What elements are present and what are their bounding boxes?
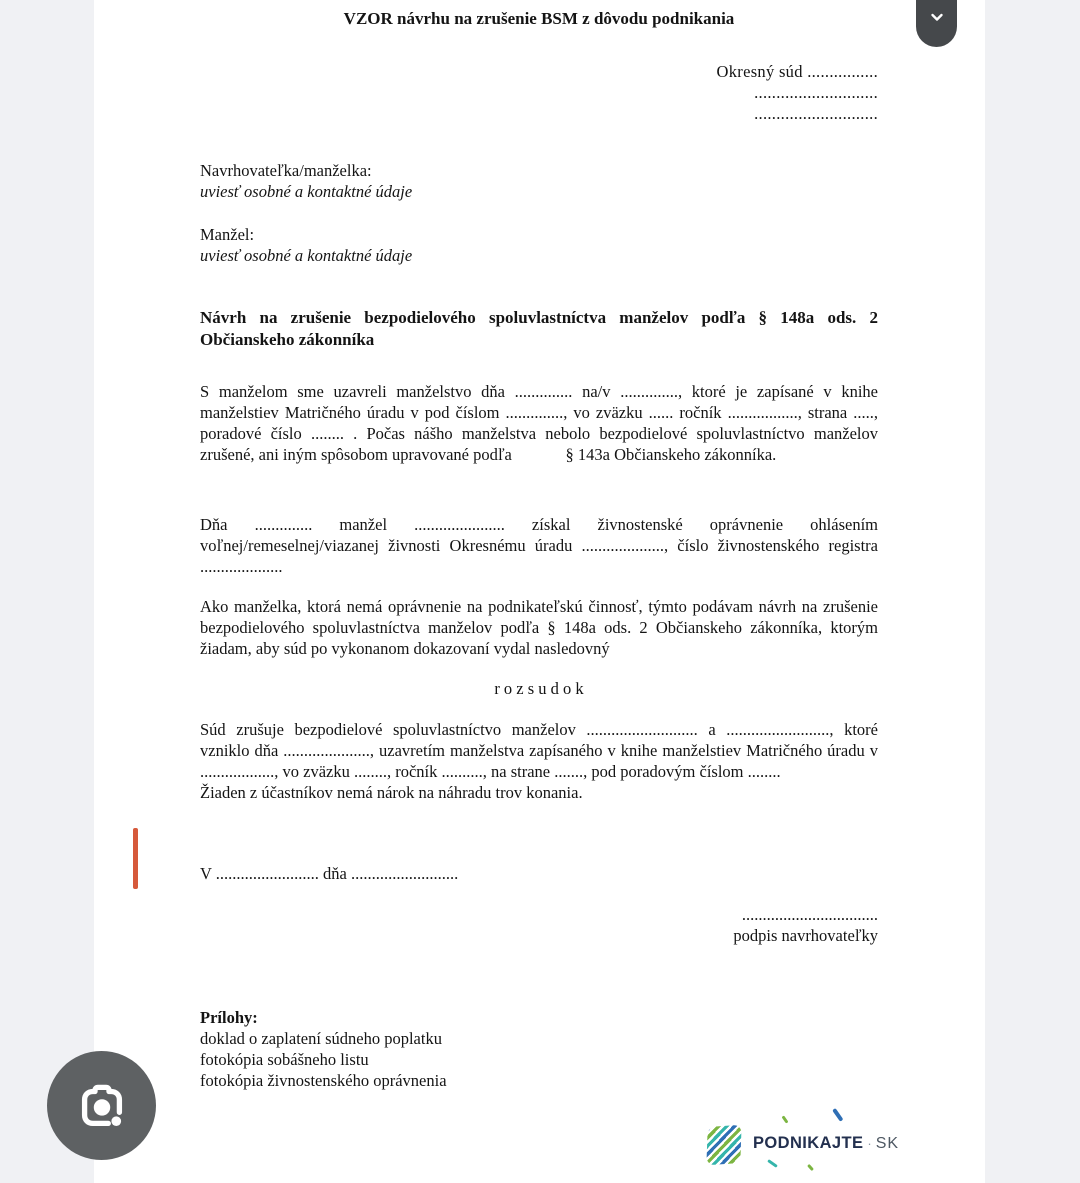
confetti-dash-icon (767, 1159, 778, 1168)
confetti-dash-icon (807, 1164, 814, 1171)
text-cursor (133, 828, 138, 889)
podnikajte-logo (703, 1112, 913, 1176)
podnikajte-striped-mark-icon (706, 1125, 741, 1166)
chevron-down-icon (927, 8, 947, 28)
confetti-dash-icon (781, 1115, 788, 1123)
document-title: VZOR návrhu na zrušenie BSM z dôvodu podnikania (343, 9, 735, 28)
paragraph-costs: Žiaden z účastníkov nemá nárok na náhradu trov konania. (200, 783, 583, 802)
attachment-item: doklad o zaplatení súdneho poplatku (200, 1029, 442, 1048)
signature-dotted-line: ................................. (741, 905, 878, 924)
google-lens-button[interactable] (47, 1051, 156, 1160)
signature-label: podpis navrhovateľky (733, 926, 878, 945)
petition-heading: Návrh na zrušenie bezpodielového spoluvlastníctva manželov podľa § 148a ods. 2 Občianskeho zákonníka (200, 308, 878, 349)
confetti-dash-icon (833, 1108, 844, 1121)
ruling-block (200, 719, 878, 803)
husband-party (200, 224, 878, 266)
place-date-line: V ......................... dňa .......................... (200, 864, 459, 883)
petitioner-label: Navrhovateľka/manželka: (200, 161, 372, 180)
husband-label: Manžel: (200, 225, 255, 244)
attachments-heading: Prílohy: (200, 1008, 258, 1027)
court-line: Okresný súd ................ (716, 62, 878, 81)
petitioner-note: uviesť osobné a kontaktné údaje (200, 182, 413, 201)
court-dotted-line: ............................ (754, 83, 878, 102)
logo-brand-text: PODNIKAJTE (753, 1134, 864, 1152)
attachment-item: fotokópia živnostenského oprávnenia (200, 1071, 447, 1090)
paragraph-trade-license: Dňa .............. manžel ...................... získal živnostenské oprávnenie ohlásením voľnej/remeselnej/viazanej živnosti Okresnému úradu ...................., číslo živnostenského registra .................... (200, 515, 878, 576)
court-dotted-line: ............................ (754, 104, 878, 123)
paragraph-petition-request: Ako manželka, ktorá nemá oprávnenie na podnikateľskú činnosť, týmto podávam návrh na zrušenie bezpodielového spoluvlastníctva manželov podľa § 148a ods. 2 Občianskeho zákonníka, ktorým žiadam, aby súd po vykonanom dokazovaní vydal nasledovný (200, 597, 878, 658)
verdict-word: r o z s u d o k (494, 679, 584, 698)
petitioner-party (200, 160, 878, 202)
document-page (94, 0, 985, 1183)
husband-note: uviesť osobné a kontaktné údaje (200, 246, 413, 265)
podnikajte-wordmark (753, 1134, 899, 1153)
logo-separator-dot: · (867, 1136, 872, 1151)
court-address-block (200, 61, 878, 124)
attachments-block (200, 1007, 878, 1091)
logo-tld-text: SK (875, 1134, 900, 1152)
attachment-item: fotokópia sobášneho listu (200, 1050, 369, 1069)
signature-block (200, 904, 878, 946)
paragraph-marriage-details: S manželom sme uzavreli manželstvo dňa .............. na/v .............., ktoré je zapísané v knihe manželstiev Matričného úradu v pod číslom .............., vo zväzku ...... ročník ................., strana ....., poradové číslo ........ . Počas nášho manželstva nebolo bezpodielové spoluvlastníctvo manželov zrušené, ani iným spôsobom upravované podľa § 143a Občianskeho zákonníka. (200, 382, 878, 464)
parties-block (200, 160, 878, 266)
camera-lens-icon (73, 1077, 131, 1135)
paragraph-court-ruling: Súd zrušuje bezpodielové spoluvlastníctvo manželov ........................... a ........................., ktoré vzniklo dňa ....................., uzavretím manželstva zapísaného v knihe manželstiev Matričného úradu v .................., vo zväzku ........, ročník .........., na strane ......., pod poradovým číslom ........ (200, 720, 878, 781)
collapse-button[interactable] (916, 0, 957, 47)
